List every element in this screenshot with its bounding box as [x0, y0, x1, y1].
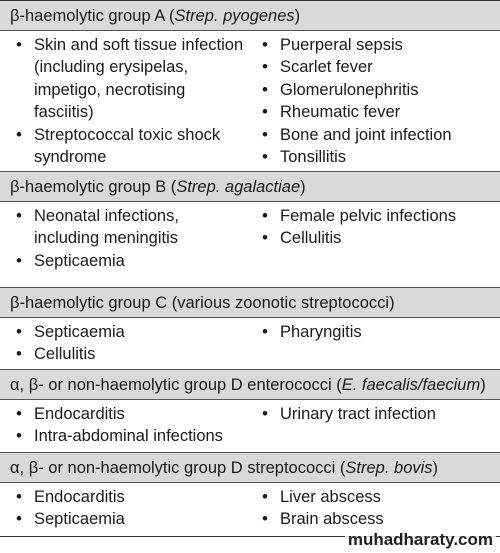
list-item: • Intra-abdominal infections [16, 425, 248, 447]
list-item: • Septicaemia [16, 508, 248, 530]
list-item: • Pharyngitis [262, 321, 500, 343]
list-item: • Bone and joint infection [262, 124, 500, 146]
list-item: • Glomerulonephritis [262, 79, 500, 101]
section-header-group-b: β-haemolytic group B (Strep. agalactiae) [0, 172, 500, 202]
list-item: • Liver abscess [262, 486, 500, 508]
section-header-group-d-streptococci: α, β- or non-haemolytic group D streptococci (Strep. bovis) [0, 453, 500, 483]
list-item: • Septicaemia [16, 321, 248, 343]
section-body-group-b [0, 202, 500, 288]
section-header-group-d-enterococci: α, β- or non-haemolytic group D enterococci (E. faecalis/faecium) [0, 370, 500, 400]
list-item: • Septicaemia [16, 250, 248, 272]
list-item: • Scarlet fever [262, 56, 500, 78]
section-body-group-c [0, 318, 500, 370]
list-item: • Neonatal infections, including meningitis [16, 205, 248, 250]
section-body-group-a [0, 31, 500, 172]
list-item: • Cellulitis [262, 227, 500, 249]
list-item: • Rheumatic fever [262, 101, 500, 123]
list-item: • Urinary tract infection [262, 403, 500, 425]
watermark-logo: muhadharaty.com [345, 530, 496, 550]
list-item: • Skin and soft tissue infection (including erysipelas, impetigo, necrotising fasciitis) [16, 34, 248, 124]
list-item: • Endocarditis [16, 403, 248, 425]
list-item: • Female pelvic infections [262, 205, 500, 227]
list-item: • Tonsillitis [262, 146, 500, 168]
list-item: • Streptococcal toxic shock syndrome [16, 124, 248, 169]
section-body-group-d-streptococci [0, 483, 500, 536]
list-item: • Endocarditis [16, 486, 248, 508]
section-header-group-c: β-haemolytic group C (various zoonotic streptococci) [0, 288, 500, 318]
list-item: • Puerperal sepsis [262, 34, 500, 56]
section-header-group-a: β-haemolytic group A (Strep. pyogenes) [0, 1, 500, 31]
section-body-group-d-enterococci [0, 400, 500, 453]
list-item: • Brain abscess [262, 508, 500, 530]
list-item: • Cellulitis [16, 343, 248, 365]
